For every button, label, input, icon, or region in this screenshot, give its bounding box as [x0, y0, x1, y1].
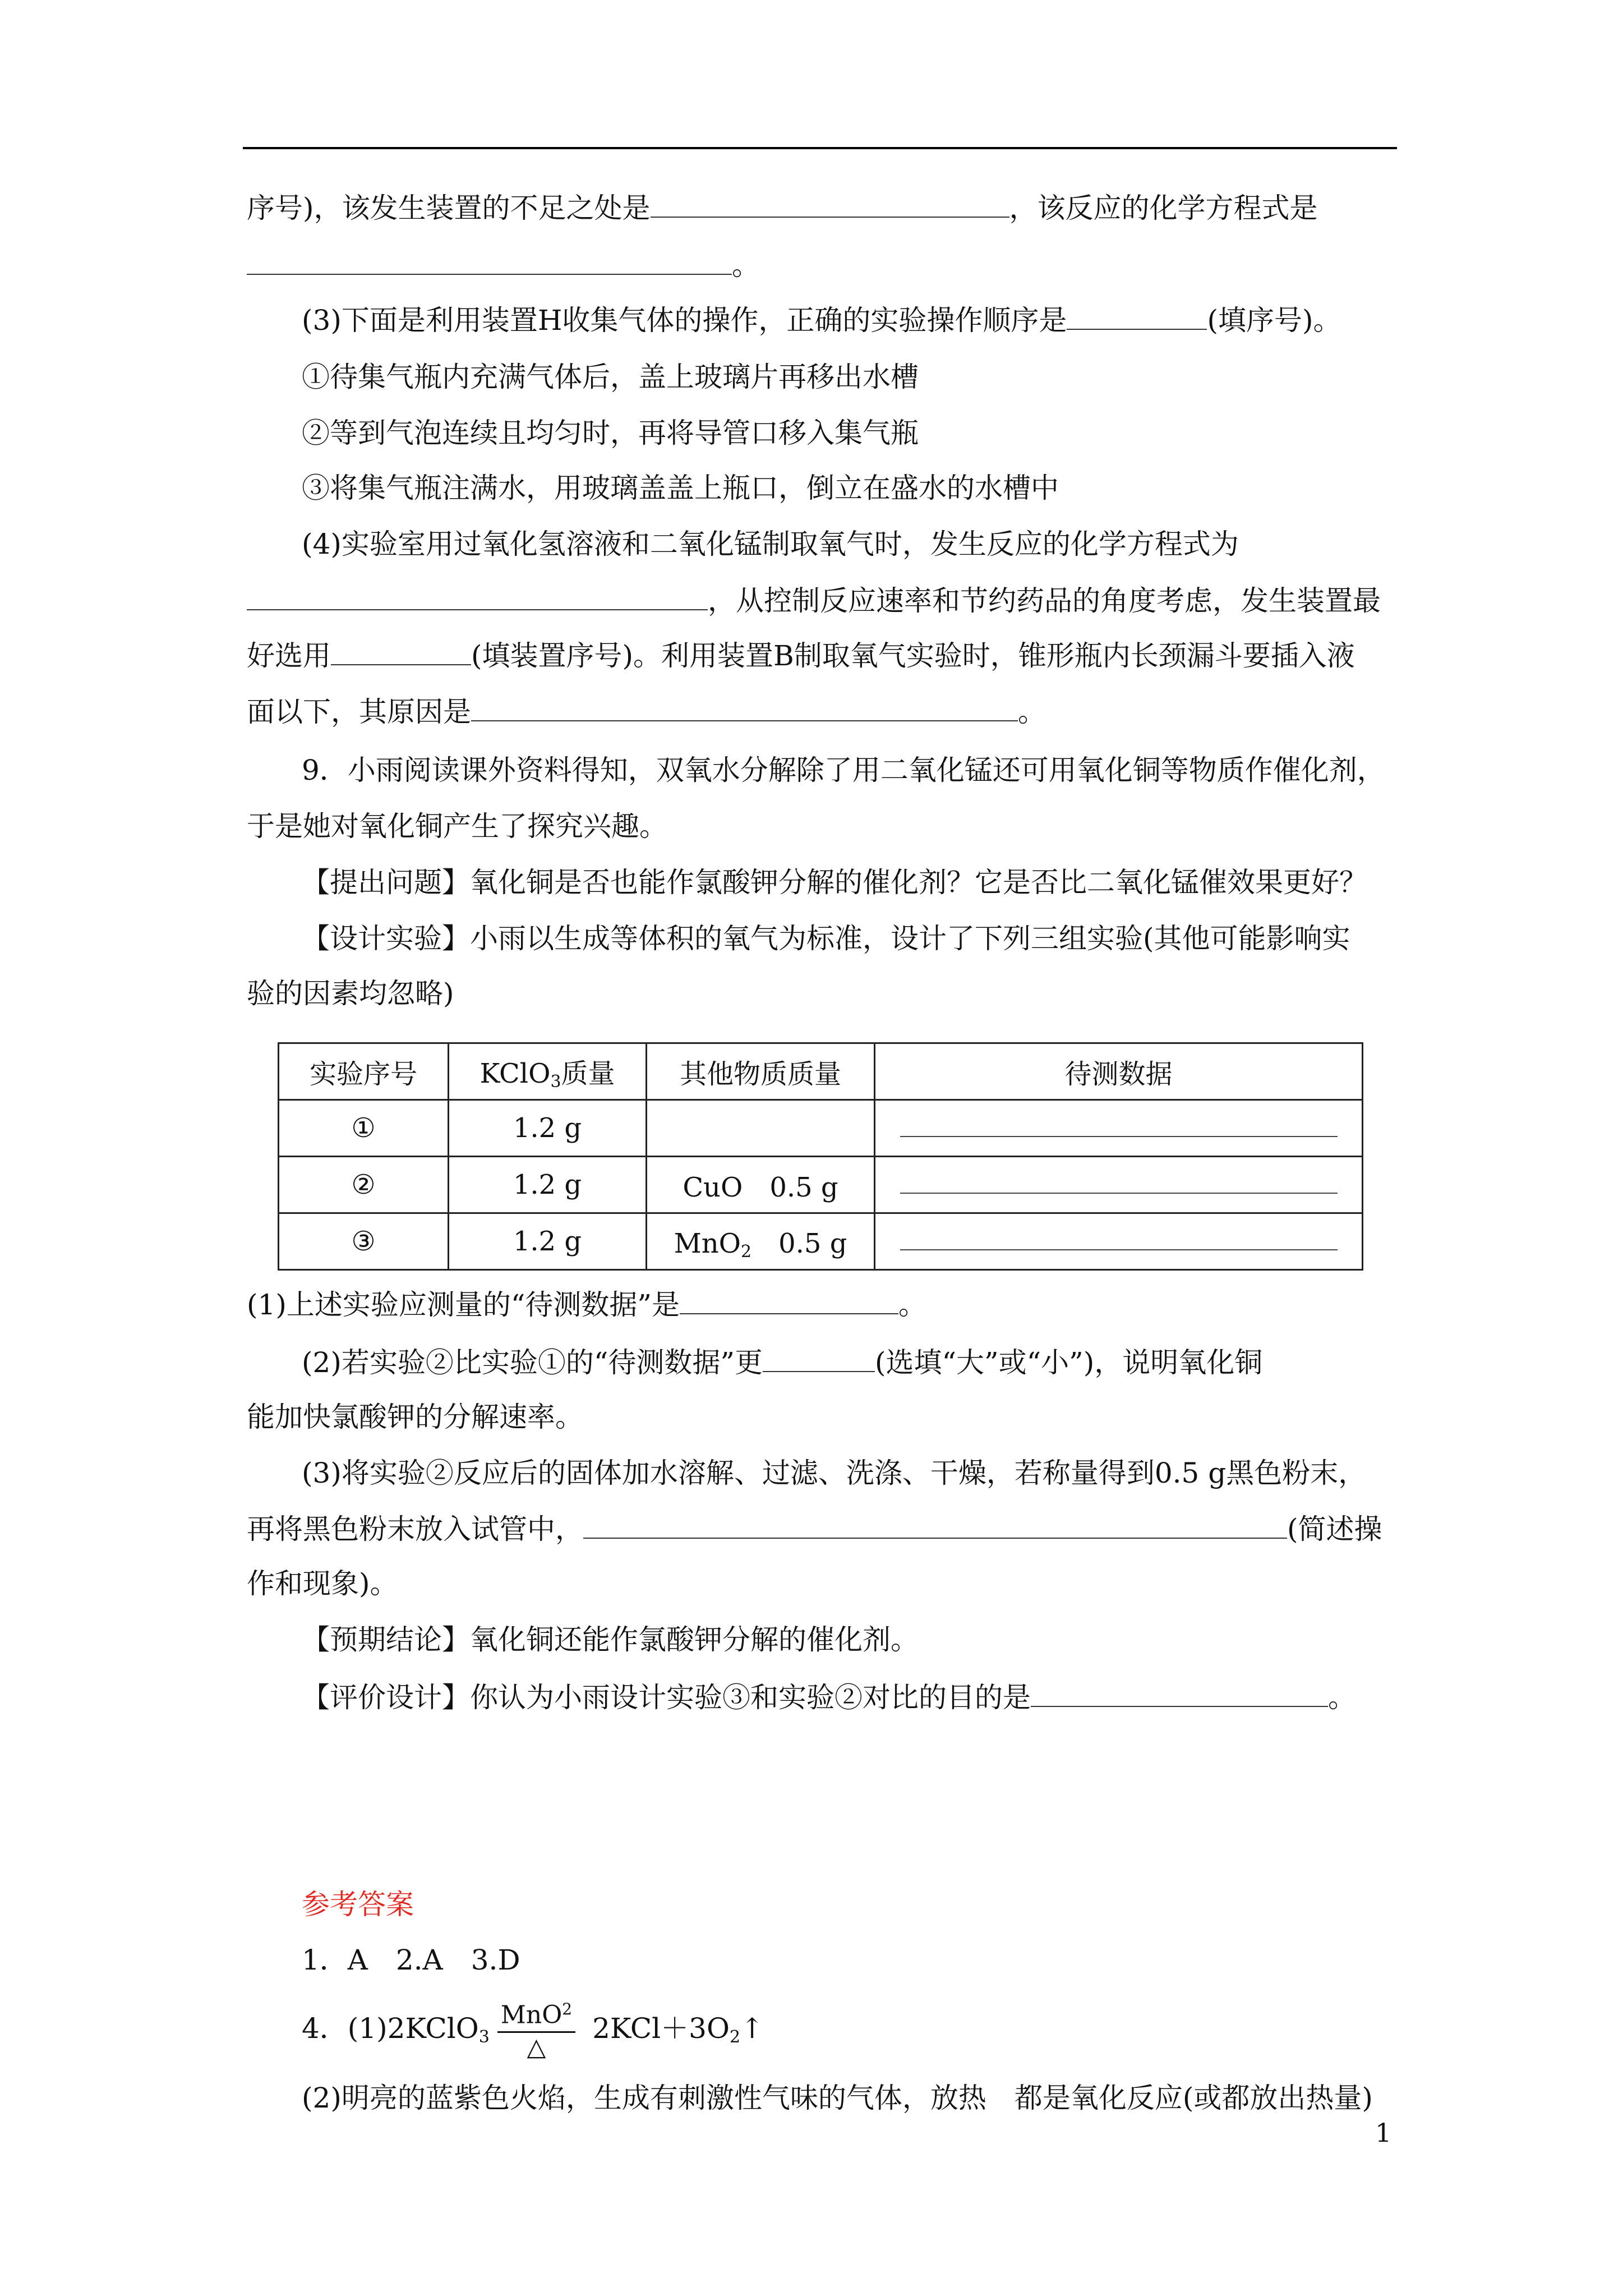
- answer-key-heading: 参考答案: [302, 1888, 414, 1921]
- table-header-row: [279, 1043, 1363, 1100]
- question-4-line-4: [247, 694, 1046, 728]
- header-rule: [243, 147, 1397, 149]
- sub-question-1: [247, 1287, 926, 1321]
- answer-blank[interactable]: [247, 583, 708, 610]
- heat-symbol: △: [527, 2032, 546, 2062]
- answer-blank[interactable]: [763, 1345, 875, 1372]
- step-3: ③将集气瓶注满水，用玻璃盖盖上瓶口，倒立在盛水的水槽中: [302, 472, 1059, 504]
- header-cell: [449, 1043, 647, 1100]
- question-4: (4)实验室用过氧化氢溶液和二氧化锰制取氧气时，发生反应的化学方程式为: [302, 528, 1239, 560]
- text: (3)下面是利用装置H收集气体的操作，正确的实验操作顺序是: [302, 304, 1067, 337]
- question-3: [302, 303, 1341, 337]
- gas-arrow-icon: ↑: [740, 2012, 764, 2045]
- text: 0.5 g: [751, 1227, 847, 1259]
- header-cell: 待测数据: [875, 1043, 1363, 1100]
- text: (填装置序号)。利用装置B制取氧气实验时，锥形瓶内长颈漏斗要插入液: [471, 639, 1355, 672]
- question-9-line-2: 于是她对氧化铜产生了探究兴趣。: [247, 810, 667, 843]
- design-experiment-line-2: 验的因素均忽略): [247, 977, 454, 1010]
- text: ，从控制反应速率和节约药品的角度考虑，发生装置最: [708, 585, 1381, 617]
- step-2: ②等到气泡连续且均匀时，再将导管口移入集气瓶: [302, 417, 919, 449]
- text: 质量: [561, 1057, 615, 1089]
- subscript: 2: [741, 1241, 752, 1262]
- subscript: 2: [729, 2027, 741, 2047]
- table-cell: [647, 1157, 875, 1213]
- design-experiment: 【设计实验】小雨以生成等体积的氧气为标准，设计了下列三组实验(其他可能影响实: [302, 922, 1350, 955]
- table-row: [279, 1213, 1363, 1270]
- expected-conclusion: 【预期结论】氧化铜还能作氯酸钾分解的催化剂。: [302, 1623, 919, 1656]
- equation-blank-line: [247, 248, 760, 282]
- text: 2KCl＋3O: [592, 2012, 730, 2045]
- table-cell: [647, 1213, 875, 1270]
- text: 。: [1328, 1681, 1356, 1714]
- text: 面以下，其原因是: [247, 696, 471, 728]
- text: 好选用: [247, 639, 331, 672]
- text: (简述操: [1287, 1513, 1382, 1545]
- catalyst: [497, 2001, 575, 2033]
- table-cell: [875, 1213, 1363, 1270]
- evaluate-design: [302, 1680, 1356, 1714]
- answer-blank[interactable]: [1031, 1680, 1328, 1707]
- experiment-table: [278, 1042, 1363, 1271]
- subscript: 3: [478, 2027, 490, 2047]
- table-row: [279, 1100, 1363, 1157]
- table-row: [279, 1157, 1363, 1213]
- table-cell: 1.2 g: [449, 1100, 647, 1157]
- header-cell: 其他物质质量: [647, 1043, 875, 1100]
- question-4-line-3: [247, 638, 1355, 672]
- answer-blank[interactable]: [900, 1121, 1338, 1137]
- table-cell: [875, 1100, 1363, 1157]
- text: 4．(1)2KClO: [302, 2012, 479, 2045]
- answer-1-3: 1．A 2.A 3.D: [302, 1944, 520, 1976]
- answer-blank[interactable]: [583, 1512, 1287, 1539]
- sub-question-2-line-2: 能加快氯酸钾的分解速率。: [247, 1401, 583, 1433]
- text: (选填“大”或“小”)，说明氧化铜: [874, 1346, 1263, 1379]
- text: 序号)，该发生装置的不足之处是: [247, 192, 651, 224]
- answer-blank[interactable]: [471, 694, 1018, 721]
- text: 。: [898, 1289, 926, 1321]
- answer-blank[interactable]: [900, 1235, 1338, 1250]
- text: 。: [1018, 696, 1046, 728]
- table-cell: [647, 1100, 875, 1157]
- text: 【评价设计】你认为小雨设计实验③和实验②对比的目的是: [302, 1681, 1031, 1714]
- table-cell: ②: [279, 1157, 449, 1213]
- text: (填序号)。: [1207, 304, 1341, 337]
- subscript: 3: [550, 1071, 561, 1092]
- text: 。: [732, 249, 760, 282]
- answer-4-2: (2)明亮的蓝紫色火焰，生成有刺激性气味的气体，放热 都是氧化反应(或都放出热量): [302, 2082, 1373, 2114]
- table-cell: 1.2 g: [449, 1213, 647, 1270]
- text: MnO: [674, 1227, 741, 1259]
- answer-blank[interactable]: [247, 248, 732, 275]
- table-cell: 1.2 g: [449, 1157, 647, 1213]
- answer-blank[interactable]: [1067, 303, 1207, 330]
- text: 再将黑色粉末放入试管中，: [247, 1513, 583, 1545]
- text: (1)上述实验应测量的“待测数据”是: [247, 1289, 680, 1321]
- answer-4-1: [302, 2000, 764, 2062]
- pose-question: 【提出问题】氧化铜是否也能作氯酸钾分解的催化剂？它是否比二氧化锰催效果更好？: [302, 866, 1367, 899]
- sub-question-3-line-2: [247, 1512, 1382, 1545]
- text: ，该反应的化学方程式是: [1009, 192, 1318, 224]
- page-number: 1: [1375, 2118, 1392, 2148]
- sub-question-3: (3)将实验②反应后的固体加水溶解、过滤、洗涤、干燥，若称量得到0.5 g黑色粉末，: [302, 1457, 1367, 1489]
- text: MnO: [500, 2000, 562, 2030]
- sub-question-3-line-3: 作和现象)。: [247, 1567, 398, 1600]
- text: (2)若实验②比实验①的“待测数据”更: [302, 1346, 763, 1379]
- answer-blank[interactable]: [651, 191, 1009, 218]
- table-cell: [875, 1157, 1363, 1213]
- superscript: 2: [562, 2000, 573, 2018]
- table-cell: ①: [279, 1100, 449, 1157]
- step-1: ①待集气瓶内充满气体后，盖上玻璃片再移出水槽: [302, 361, 919, 393]
- question-4-line-2: [247, 583, 1381, 617]
- q2-continued-line: [247, 191, 1318, 224]
- answer-blank[interactable]: [680, 1287, 898, 1314]
- question-9: 9．小雨阅读课外资料得知，双氧水分解除了用二氧化锰还可用氧化铜等物质作催化剂，: [302, 754, 1385, 786]
- text: KClO: [479, 1057, 551, 1089]
- header-cell: 实验序号: [279, 1043, 449, 1100]
- text: CuO 0.5 g: [683, 1171, 838, 1203]
- reaction-condition: [497, 2001, 575, 2060]
- table-cell: ③: [279, 1213, 449, 1270]
- answer-blank[interactable]: [331, 638, 471, 665]
- sub-question-2: [302, 1345, 1262, 1379]
- answer-blank[interactable]: [900, 1178, 1338, 1194]
